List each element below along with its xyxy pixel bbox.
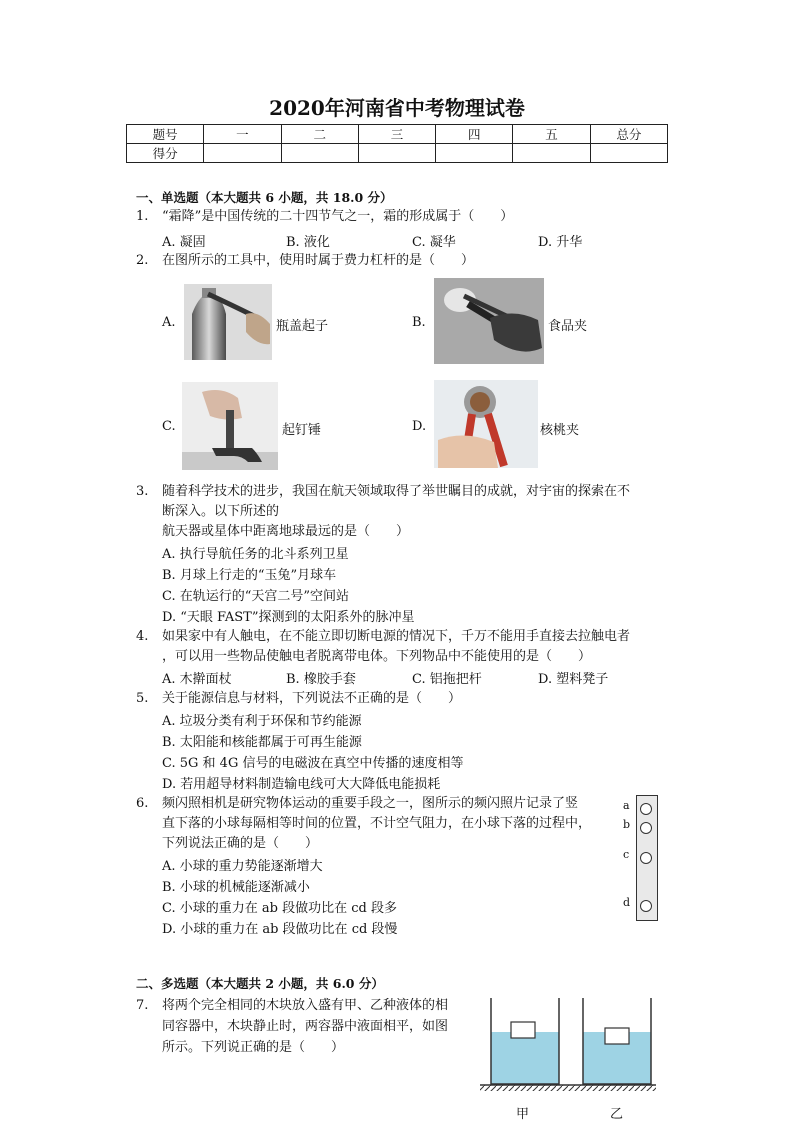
option-letter-d: D. xyxy=(412,419,427,434)
score-table xyxy=(126,124,668,163)
ball-a xyxy=(640,803,652,815)
score-cell xyxy=(513,144,590,163)
option-b: B. 小球的机械能逐渐减小 xyxy=(162,880,310,895)
figure-label-d: d xyxy=(623,896,631,909)
question-number: 6. xyxy=(136,796,149,811)
option-a: A. 木擀面杖 xyxy=(162,672,232,687)
food-tongs-image xyxy=(434,278,544,364)
question-number: 1. xyxy=(136,209,149,224)
option-letter-c: C. xyxy=(162,419,176,434)
option-b: B. 太阳能和核能都属于可再生能源 xyxy=(162,735,362,750)
option-d: D. 升华 xyxy=(538,235,583,250)
question-text: “霜降”是中国传统的二十四节气之一，霜的形成属于（ ） xyxy=(162,209,514,224)
question-text: 所示。下列说正确的是（ ） xyxy=(162,1040,345,1055)
score-header-cell: 四 xyxy=(436,125,513,144)
option-d: D. 若用超导材料制造输电线可大大降低电能损耗 xyxy=(162,777,441,792)
ball-b xyxy=(640,822,652,834)
question-text: 航天器或星体中距离地球最远的是（ ） xyxy=(162,524,410,539)
figure-label-a: a xyxy=(623,799,630,812)
score-header-cell: 三 xyxy=(358,125,435,144)
question-text: 下列说法正确的是（ ） xyxy=(162,836,319,851)
question-text: 将两个完全相同的木块放入盛有甲、乙种液体的相 xyxy=(162,998,449,1013)
question-text: 频闪照相机是研究物体运动的重要手段之一，图所示的频闪照片记录了竖 xyxy=(162,796,579,811)
figure-label-b: b xyxy=(623,818,631,831)
question-text: 关于能源信息与材料，下列说法不正确的是（ ） xyxy=(162,691,462,706)
bottle-opener-image xyxy=(184,284,272,360)
question-text: 在图所示的工具中，使用时属于费力杠杆的是（ ） xyxy=(162,253,475,268)
claw-hammer-image xyxy=(182,382,278,470)
option-letter-a: A. xyxy=(162,315,176,330)
score-table-score-row xyxy=(127,144,668,163)
option-c: C. 小球的重力在 ab 段做功比在 cd 段多 xyxy=(162,901,397,916)
figure-label-yi: 乙 xyxy=(610,1107,624,1122)
question-text: 同容器中，木块静止时，两容器中液面相平，如图 xyxy=(162,1019,449,1034)
score-header-cell: 题号 xyxy=(127,125,204,144)
score-cell xyxy=(436,144,513,163)
option-a: A. 小球的重力势能逐渐增大 xyxy=(162,859,323,874)
option-a: A. 凝固 xyxy=(162,235,206,250)
option-label-a: 瓶盖起子 xyxy=(276,319,329,334)
question-text: 断深入。以下所述的 xyxy=(162,504,280,519)
score-header-cell: 总分 xyxy=(590,125,667,144)
score-cell xyxy=(590,144,667,163)
option-d: D. “天眼 FAST”探测到的太阳系外的脉冲星 xyxy=(162,610,415,625)
score-header-cell: 二 xyxy=(281,125,358,144)
option-c: C. 在轨运行的“天宫二号”空间站 xyxy=(162,589,350,604)
page-title: 2020年河南省中考物理试卷 xyxy=(269,96,525,120)
option-a: A. 垃圾分类有利于环保和节约能源 xyxy=(162,714,362,729)
score-row-label: 得分 xyxy=(127,144,204,163)
ball-d xyxy=(640,900,652,912)
option-c: C. 铝拖把杆 xyxy=(412,672,482,687)
option-label-c: 起钉锤 xyxy=(282,423,322,438)
question-number: 5. xyxy=(136,691,149,706)
option-label-d: 核桃夹 xyxy=(540,423,580,438)
score-cell xyxy=(281,144,358,163)
option-a: A. 执行导航任务的北斗系列卫星 xyxy=(162,547,349,562)
nutcracker-image xyxy=(434,380,538,468)
score-table-header-row xyxy=(127,125,668,144)
containers-figure xyxy=(478,996,658,1096)
ball-c xyxy=(640,852,652,864)
question-text: 直下落的小球每隔相等时间的位置，不计空气阻力，在小球下落的过程中， xyxy=(162,816,592,831)
question-text: 随着科学技术的进步，我国在航天领域取得了举世瞩目的成就，对宇宙的探索在不 xyxy=(162,484,631,499)
option-b: B. 橡胶手套 xyxy=(286,672,356,687)
option-b: B. 液化 xyxy=(286,235,330,250)
score-cell xyxy=(358,144,435,163)
question-number: 2. xyxy=(136,253,149,268)
option-letter-b: B. xyxy=(412,315,426,330)
figure-label-jia: 甲 xyxy=(516,1107,530,1122)
score-header-cell: 一 xyxy=(204,125,281,144)
question-number: 3. xyxy=(136,484,149,499)
question-number: 7. xyxy=(136,998,149,1013)
section-heading: 一、单选题（本大题共 6 小题，共 18.0 分） xyxy=(136,190,393,205)
figure-label-c: c xyxy=(623,848,630,861)
section-heading: 二、多选题（本大题共 2 小题，共 6.0 分） xyxy=(136,976,384,991)
option-c: C. 凝华 xyxy=(412,235,456,250)
option-d: D. 塑料凳子 xyxy=(538,672,609,687)
option-label-b: 食品夹 xyxy=(548,319,588,334)
option-b: B. 月球上行走的“玉兔”月球车 xyxy=(162,568,337,583)
option-d: D. 小球的重力在 ab 段做功比在 cd 段慢 xyxy=(162,922,398,937)
score-header-cell: 五 xyxy=(513,125,590,144)
question-text: ，可以用一些物品使触电者脱离带电体。下列物品中不能使用的是（ ） xyxy=(162,649,592,664)
question-number: 4. xyxy=(136,629,149,644)
option-c: C. 5G 和 4G 信号的电磁波在真空中传播的速度相等 xyxy=(162,756,464,771)
question-text: 如果家中有人触电，在不能立即切断电源的情况下，千万不能用手直接去拉触电者 xyxy=(162,629,631,644)
score-cell xyxy=(204,144,281,163)
